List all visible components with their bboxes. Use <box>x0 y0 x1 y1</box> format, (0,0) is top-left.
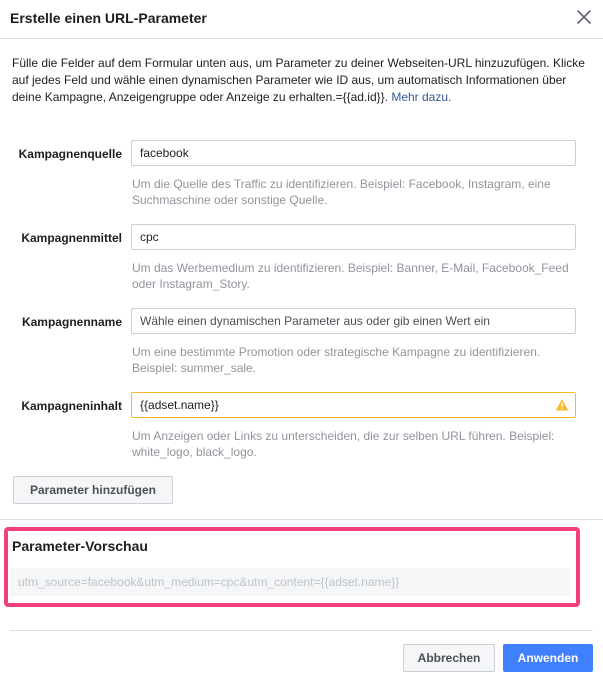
close-icon[interactable] <box>575 8 593 26</box>
campaign-content-value: {{adset.name}} <box>140 398 219 412</box>
intro-body: Fülle die Felder auf dem Formular unten aus, um Parameter zu deiner Webseiten-URL hinzuzufügen. Klicke auf jedes Feld und wähle einen dynamischen Parameter wie ID aus, um automatisch Informationen über deine Kampagne, Anzeigengruppe oder Anzeige zu erhalten.={{ad.id}}. <box>12 56 585 104</box>
campaign-name-input[interactable]: Wähle einen dynamischen Parameter aus oder gib einen Wert ein <box>131 308 576 334</box>
field-help-name: Um eine bestimmte Promotion oder strategische Kampagne zu identifizieren. Beispiel: summer_sale. <box>132 345 541 375</box>
campaign-content-input[interactable] <box>131 392 576 418</box>
add-parameter-button[interactable]: Parameter hinzufügen <box>13 476 173 504</box>
apply-button[interactable]: Anwenden <box>503 644 593 672</box>
field-label-name: Kampagnenname <box>21 315 122 329</box>
learn-more-link[interactable]: Mehr dazu. <box>391 90 452 104</box>
field-label-content: Kampagneninhalt <box>21 399 122 413</box>
field-help-medium: Um das Werbemedium zu identifizieren. Beispiel: Banner, E-Mail, Facebook_Feed oder Instagram_Story. <box>132 261 569 291</box>
preview-title: Parameter-Vorschau <box>12 538 148 554</box>
field-help-source: Um die Quelle des Traffic zu identifizieren. Beispiel: Facebook, Instagram, eine Suchmaschine oder sonstige Quelle. <box>132 177 551 207</box>
field-label-medium: Kampagnenmittel <box>21 231 122 245</box>
campaign-source-input[interactable]: facebook <box>131 140 576 166</box>
warning-icon <box>555 398 569 412</box>
dialog-header <box>0 0 603 39</box>
section-divider <box>0 519 603 520</box>
cancel-button[interactable]: Abbrechen <box>403 644 495 672</box>
campaign-medium-input[interactable]: cpc <box>131 224 576 250</box>
field-label-source: Kampagnenquelle <box>18 147 122 161</box>
preview-value: utm_source=facebook&utm_medium=cpc&utm_content={{adset.name}} <box>10 568 570 596</box>
field-help-content: Um Anzeigen oder Links zu unterscheiden, die zur selben URL führen. Beispiel: white_logo, black_logo. <box>132 429 555 459</box>
footer-divider <box>10 630 593 631</box>
dialog-title: Erstelle einen URL-Parameter <box>10 10 207 26</box>
intro-text <box>12 55 587 106</box>
